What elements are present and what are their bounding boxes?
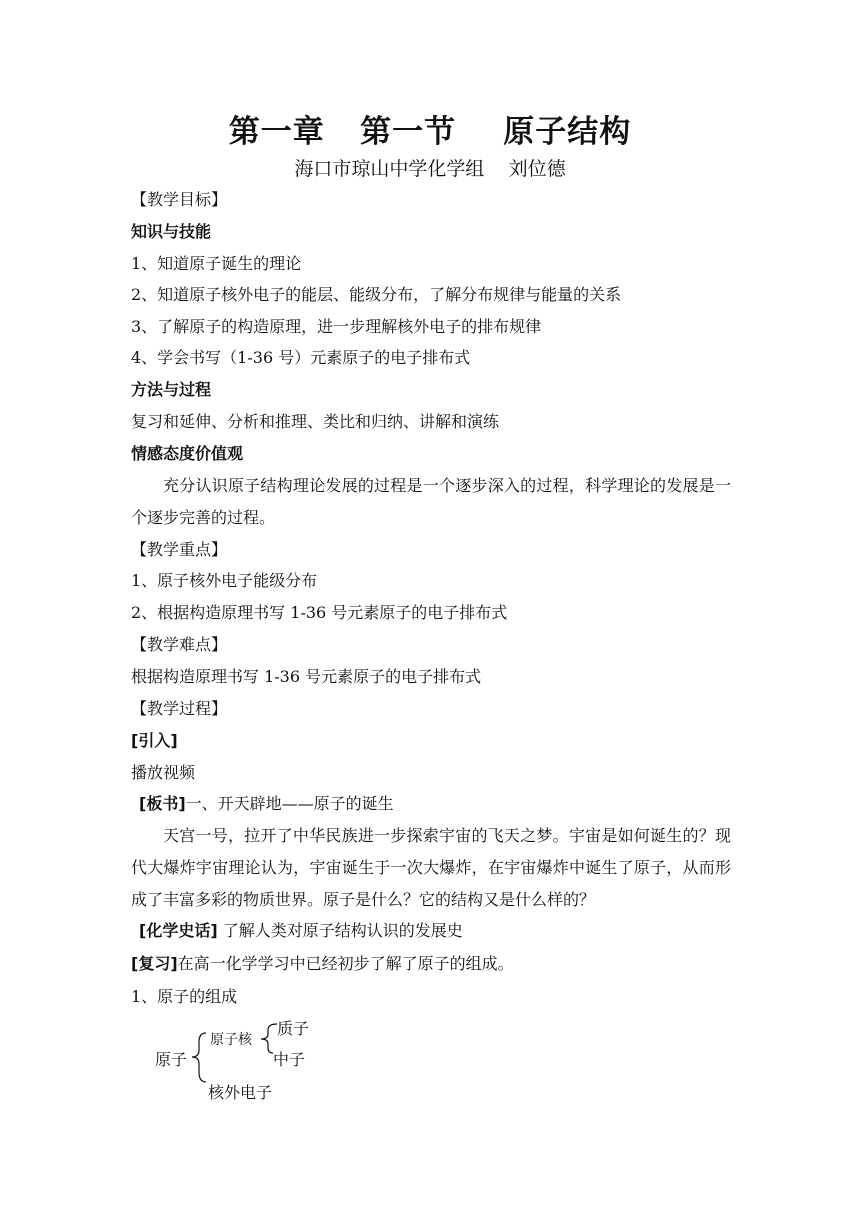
process-heading: 【教学过程】	[131, 699, 228, 718]
objective-item: 4、学会书写（1-36 号）元素原子的电子排布式	[131, 348, 471, 367]
difficulty-heading: 【教学难点】	[131, 635, 228, 654]
review-line	[131, 953, 514, 975]
knowledge-heading: 知识与技能	[131, 222, 212, 241]
diagram-atom: 原子	[155, 1050, 188, 1069]
board-line	[139, 793, 394, 815]
objective-item: 1、知道原子诞生的理论	[131, 254, 302, 273]
diagram-nucleus: 原子核	[210, 1032, 252, 1048]
board-label: [板书]	[139, 794, 186, 813]
objective-item: 3、了解原子的构造原理，进一步理解核外电子的排布规律	[131, 317, 542, 336]
intro-text: 播放视频	[131, 763, 196, 782]
objectives-heading: 【教学目标】	[131, 190, 228, 209]
author-line: 海口市琼山中学化学组 刘位德	[294, 158, 566, 180]
method-heading: 方法与过程	[131, 380, 212, 399]
key-points-heading: 【教学重点】	[131, 540, 228, 559]
emotion-text: 充分认识原子结构理论发展的过程是一个逐步深入的过程，科学理论的发展是一个逐步完善的过程。	[131, 476, 731, 527]
intro-label: [引入]	[131, 731, 178, 750]
history-line	[139, 920, 463, 942]
history-label: [化学史话]	[139, 921, 218, 940]
objective-item: 2、知道原子核外电子的能层、能级分布，了解分布规律与能量的关系	[131, 285, 622, 304]
page-title: 第一章 第一节 原子结构	[228, 114, 632, 150]
emotion-heading: 情感态度价值观	[131, 444, 244, 463]
review-label: [复习]	[131, 954, 178, 973]
composition-heading: 1、原子的组成	[131, 987, 238, 1006]
atom-brace	[192, 1033, 206, 1082]
difficulty-text: 根据构造原理书写 1-36 号元素原子的电子排布式	[131, 667, 482, 686]
diagram-neutron: 中子	[273, 1050, 306, 1069]
diagram-proton: 质子	[277, 1019, 310, 1038]
review-text: 在高一化学学习中已经初步了解了原子的组成。	[177, 954, 514, 973]
story-paragraph: 天宫一号，拉开了中华民族进一步探索宇宙的飞天之梦。宇宙是如何诞生的？现代大爆炸宇宙理论认为，宇宙诞生于一次大爆炸，在宇宙爆炸中诞生了原子，从而形成了丰富多彩的物质世界。原子是什么？它的结构又是什么样的？	[131, 826, 731, 909]
method-text: 复习和延伸、分析和推理、类比和归纳、讲解和演练	[131, 412, 500, 431]
key-point-item: 2、根据构造原理书写 1-36 号元素原子的电子排布式	[131, 603, 508, 622]
diagram-electrons: 核外电子	[208, 1083, 273, 1102]
board-text: 一、开天辟地——原子的诞生	[185, 794, 394, 813]
key-point-item: 1、原子核外电子能级分布	[131, 571, 318, 590]
history-text: 了解人类对原子结构认识的发展史	[217, 921, 463, 940]
